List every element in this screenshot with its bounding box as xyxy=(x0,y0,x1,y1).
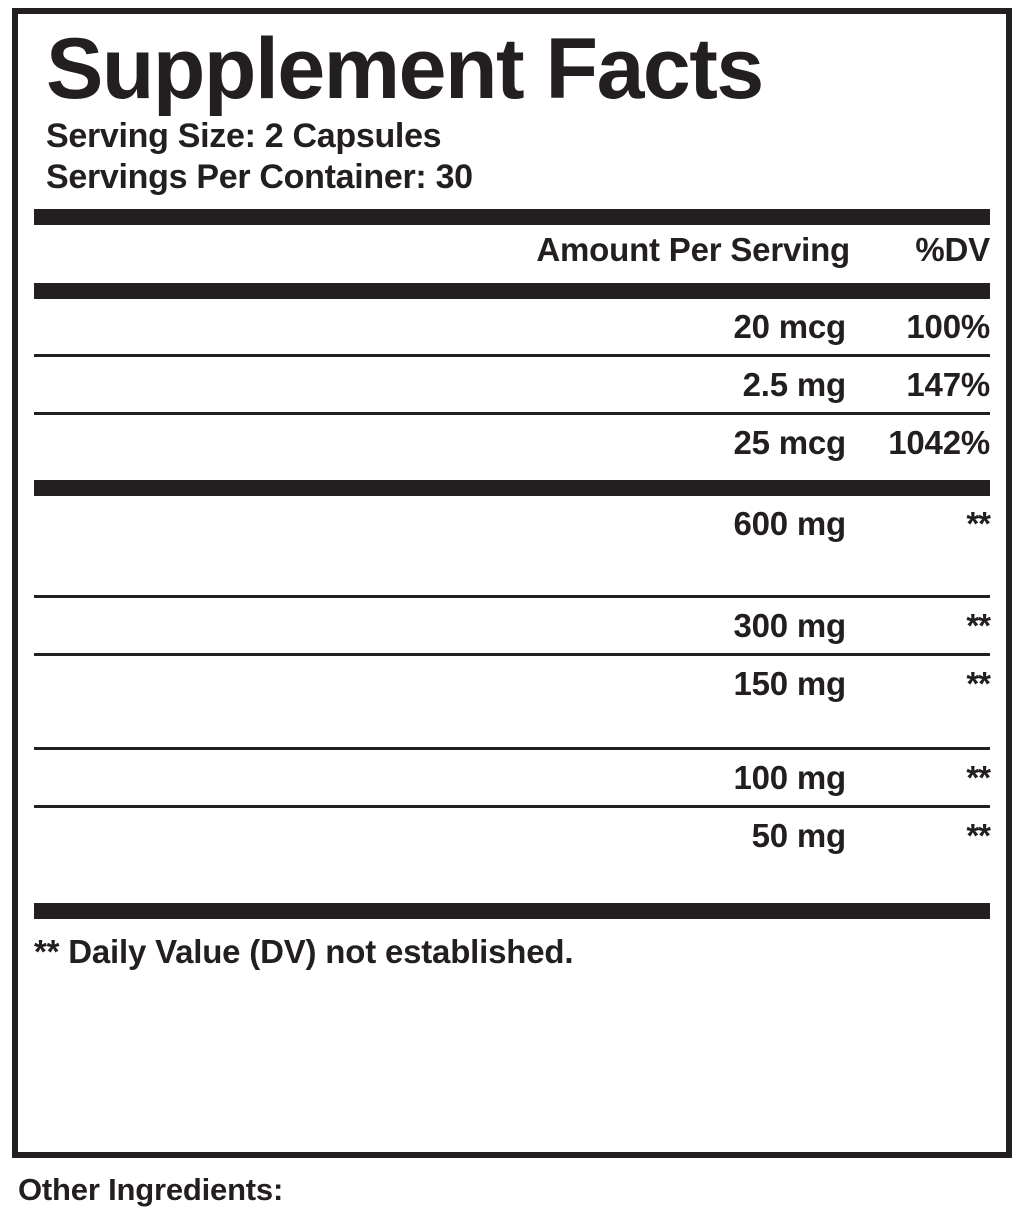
table-header-row xyxy=(32,225,992,275)
nutrient-dv: ** xyxy=(966,816,990,854)
nutrient-amount: 600 mg xyxy=(733,504,846,542)
table-row xyxy=(32,598,992,653)
servings-per-container: Servings Per Container: 30 xyxy=(46,158,473,197)
divider-thick-top xyxy=(34,209,990,225)
nutrient-dv: 100% xyxy=(906,307,990,345)
divider-thick-blend xyxy=(34,480,990,496)
nutrient-dv: ** xyxy=(966,606,990,644)
nutrient-amount: 20 mcg xyxy=(733,307,846,345)
supplement-facts-panel xyxy=(12,8,1012,1158)
nutrient-amount: 300 mg xyxy=(733,606,846,644)
page-title: Supplement Facts xyxy=(46,21,763,117)
nutrient-dv: 147% xyxy=(906,365,990,403)
serving-size: Serving Size: 2 Capsules xyxy=(46,117,442,155)
other-ingredients: Other Ingredients: xyxy=(18,1172,284,1207)
nutrient-dv: ** xyxy=(966,504,990,542)
nutrient-amount: 50 mg xyxy=(751,816,846,854)
table-row xyxy=(32,808,992,863)
header-amount-per-serving: Amount Per Serving xyxy=(536,230,850,268)
table-row xyxy=(32,750,992,805)
table-row xyxy=(32,357,992,412)
table-row xyxy=(32,656,992,747)
footnote: ** Daily Value (DV) not established. xyxy=(34,932,574,970)
nutrient-dv: 1042% xyxy=(888,423,990,461)
nutrient-dv: ** xyxy=(966,664,990,702)
nutrient-amount: 25 mcg xyxy=(733,423,846,461)
divider-thick-header xyxy=(34,283,990,299)
table-row xyxy=(32,299,992,354)
nutrient-dv: ** xyxy=(966,758,990,796)
header-percent-dv: %DV xyxy=(915,230,990,268)
table-row xyxy=(32,415,992,470)
nutrient-amount: 2.5 mg xyxy=(742,365,846,403)
divider-thick-footnote xyxy=(34,903,990,919)
nutrient-amount: 100 mg xyxy=(733,758,846,796)
nutrient-amount: 150 mg xyxy=(733,664,846,702)
spacer xyxy=(32,863,992,893)
table-row xyxy=(32,496,992,595)
